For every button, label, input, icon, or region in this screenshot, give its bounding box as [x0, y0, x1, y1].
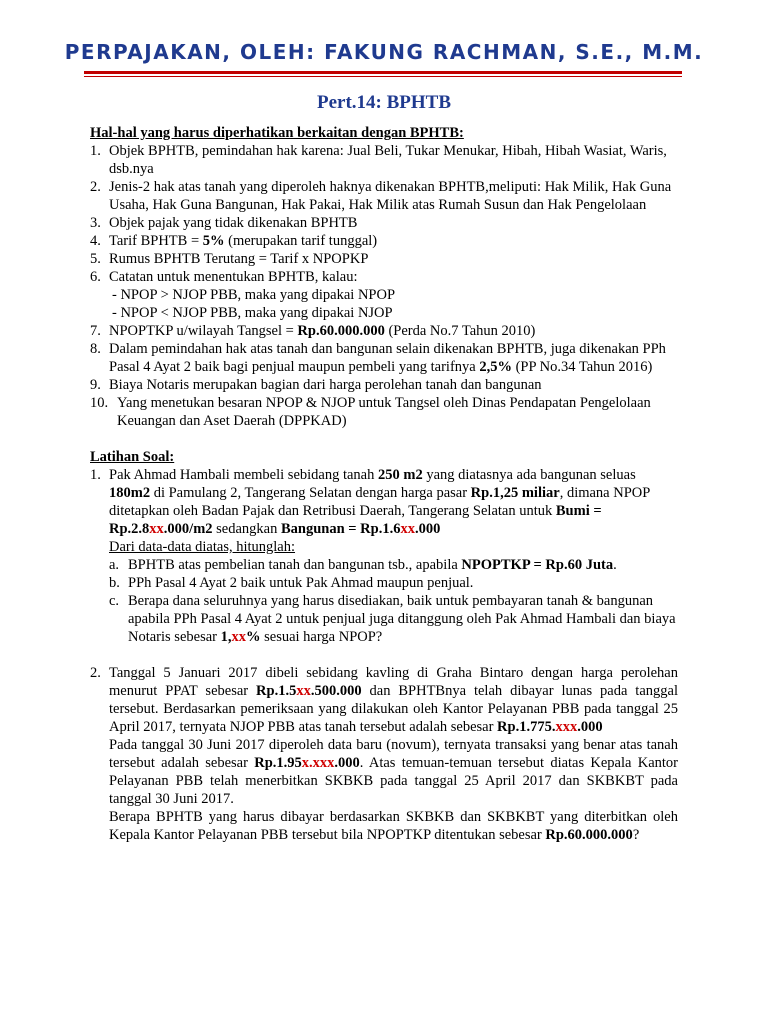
exercise-question — [90, 664, 678, 844]
list-number: 4. — [90, 233, 101, 249]
question-text: . — [613, 557, 617, 573]
page-title: Pert.14: BPHTB — [316, 92, 452, 113]
sub-letter: b. — [109, 575, 120, 591]
list-number: 1. — [90, 467, 101, 483]
question-text: Berapa BPHTB yang harus dibayar berdasarkan SKBKB dan SKBKBT yang diterbitkan oleh Kepala Kantor Pelayanan PBB tersebut bila NPOPTKP ditentukan sebesar — [109, 809, 678, 843]
list-item — [90, 322, 678, 340]
question-text: PPh Pasal 4 Ayat 2 baik untuk Pak Ahmad maupun penjual. — [128, 575, 474, 591]
question-text: yang diatasnya ada bangunan seluas — [422, 467, 636, 483]
bold-value: Bumi = Rp.2.8 — [109, 503, 602, 537]
npoptkp-value: Rp.60.000.000 — [297, 323, 385, 339]
placeholder-digits: xx — [296, 683, 311, 699]
bold-value: NPOPTKP = Rp.60 Juta — [461, 557, 614, 573]
question-text: . Atas temuan-temuan tersebut diatas Kepala Kantor Pelayanan PBB telah menerbitkan SKBKB pada tanggal 25 April 2017 dan SKBKBT pada tanggal 30 Juni 2017. — [109, 755, 678, 807]
bold-value: 180m2 — [109, 485, 151, 501]
bold-value: 250 m2 — [378, 467, 423, 483]
bold-value: .000 — [334, 755, 360, 771]
list-text: Jenis-2 hak atas tanah yang diperoleh haknya dikenakan BPHTB,meliputi: Hak Milik, Hak Guna Usaha, Hak Guna Bangunan, Hak Pakai, Hak Milik atas Rumah Susun dan Hak Pengelolaan — [109, 179, 672, 213]
bold-value: 1, — [220, 629, 232, 645]
question-text: BPHTB atas pembelian tanah dan bangunan tsb., apabila — [128, 557, 462, 573]
bold-value: Rp.1.5 — [256, 683, 297, 699]
bold-value: .500.000 — [310, 683, 362, 699]
placeholder-digits: x.xxx — [301, 755, 335, 771]
question-text: sesuai harga NPOP? — [260, 629, 383, 645]
placeholder-digits: xxx — [555, 719, 578, 735]
bold-value: Bangunan = Rp.1.6 — [280, 521, 401, 537]
header-rule-thin — [84, 76, 682, 77]
list-number: 2. — [90, 179, 101, 195]
document-body — [90, 124, 678, 844]
list-number: 10. — [90, 395, 109, 411]
list-text: Objek pajak yang tidak dikenakan BPHTB — [109, 215, 358, 231]
list-number: 7. — [90, 323, 101, 339]
pph-rate-value: 2,5% — [479, 359, 512, 375]
list-text: Objek BPHTB, pemindahan hak karena: Jual Beli, Tukar Menukar, Hibah, Hibah Wasiat, Waris, dsb.nya — [109, 143, 667, 177]
question-text: Tanggal 5 Januari 2017 dibeli sebidang kavling di Graha Bintaro dengan harga perolehan menurut PPAT sebesar — [109, 665, 678, 699]
header-rule-thick — [84, 71, 682, 74]
list-text: (merupakan tarif tunggal) — [224, 233, 378, 249]
bold-value: .000/m2 — [163, 521, 213, 537]
section-heading: Latihan Soal: — [90, 449, 175, 465]
list-text: Catatan untuk menentukan BPHTB, kalau: — [109, 269, 358, 285]
list-text: (Perda No.7 Tahun 2010) — [384, 323, 536, 339]
list-item — [90, 142, 678, 178]
tax-rate-value: 5% — [202, 233, 225, 249]
list-item — [90, 340, 678, 376]
list-text: Dalam pemindahan hak atas tanah dan bangunan selain dikenakan BPHTB, juga dikenakan PPh Pasal 4 Ayat 2 baik bagi penjual maupun pembeli yang tarifnya — [109, 341, 666, 375]
list-text: NPOPTKP u/wilayah Tangsel = — [109, 323, 298, 339]
list-number: 2. — [90, 665, 101, 681]
sub-letter: c. — [109, 593, 120, 609]
list-item — [90, 394, 678, 430]
sub-item: - NPOP > NJOP PBB, maka yang dipakai NPOP — [112, 287, 396, 303]
bold-value: .000 — [577, 719, 603, 735]
list-number: 6. — [90, 269, 101, 285]
placeholder-digits: xx — [231, 629, 246, 645]
question-text: Berapa dana seluruhnya yang harus disediakan, baik untuk pembayaran tanah & bangunan apabila PPh Pasal 4 Ayat 2 untuk penjual juga ditanggung oleh Pak Ahmad Hambali dan biaya Notaris sebesar — [128, 593, 676, 645]
list-text: Tarif BPHTB = — [109, 233, 203, 249]
sub-letter: a. — [109, 557, 120, 573]
sub-question — [109, 592, 678, 646]
question-text: , dimana NPOP ditetapkan oleh Badan Pajak dan Retribusi Daerah, Tangerang Selatan untuk — [109, 485, 650, 519]
list-item — [90, 178, 678, 214]
list-text: Yang menetukan besaran NPOP & NJOP untuk Tangsel oleh Dinas Pendapatan Pengelolaan Keuangan dan Aset Daerah (DPPKAD) — [117, 395, 651, 429]
question-text: ? — [632, 827, 640, 843]
list-number: 3. — [90, 215, 101, 231]
list-item — [90, 250, 678, 268]
bold-value: .000 — [414, 521, 441, 537]
list-item — [90, 376, 678, 394]
question-text: Pak Ahmad Hambali membeli sebidang tanah — [109, 467, 378, 483]
list-item — [90, 232, 678, 250]
list-item — [90, 214, 678, 232]
question-text: dan BPHTBnya telah dibayar lunas pada tanggal tersebut. Berdasarkan pemeriksaan yang dilakukan oleh Kantor Pelayanan PBB pada tanggal 25 April 2017, ternyata NJOP PBB atas tanah tersebut adalah sebesar — [109, 683, 678, 735]
question-text: Pada tanggal 30 Juni 2017 diperoleh data baru (novum), ternyata transaksi yang benar atas tanah tersebut adalah sebesar — [109, 737, 678, 771]
placeholder-digits: xx — [400, 521, 415, 537]
list-number: 8. — [90, 341, 101, 357]
list-number: 1. — [90, 143, 101, 159]
list-number: 9. — [90, 377, 101, 393]
sub-question — [109, 556, 678, 574]
bold-value: Rp.1.775. — [497, 719, 556, 735]
exercise-question — [90, 466, 678, 646]
list-text: Biaya Notaris merupakan bagian dari harga perolehan tanah dan bangunan — [109, 377, 542, 393]
list-text: Rumus BPHTB Terutang = Tarif x NPOPKP — [109, 251, 369, 267]
sub-question — [109, 574, 678, 592]
list-text: (PP No.34 Tahun 2016) — [511, 359, 653, 375]
list-item — [90, 268, 678, 322]
bold-value: Rp.1.95 — [254, 755, 302, 771]
bold-value: Rp.1,25 miliar — [470, 485, 560, 501]
placeholder-digits: xx — [149, 521, 164, 537]
list-number: 5. — [90, 251, 101, 267]
bold-value: Rp.60.000.000 — [545, 827, 633, 843]
page-header: PERPAJAKAN, OLEH: FAKUNG RACHMAN, S.E., M.M. — [64, 40, 704, 64]
paragraph — [109, 808, 678, 844]
question-text: di Pamulang 2, Tangerang Selatan dengan harga pasar — [150, 485, 471, 501]
question-lead: Dari data-data diatas, hitunglah: — [109, 539, 296, 555]
bold-value: % — [245, 629, 261, 645]
section-heading: Hal-hal yang harus diperhatikan berkaitan dengan BPHTB: — [90, 125, 464, 141]
sub-item: - NPOP < NJOP PBB, maka yang dipakai NJOP — [112, 305, 393, 321]
paragraph — [109, 736, 678, 808]
question-text: sedangkan — [212, 521, 281, 537]
